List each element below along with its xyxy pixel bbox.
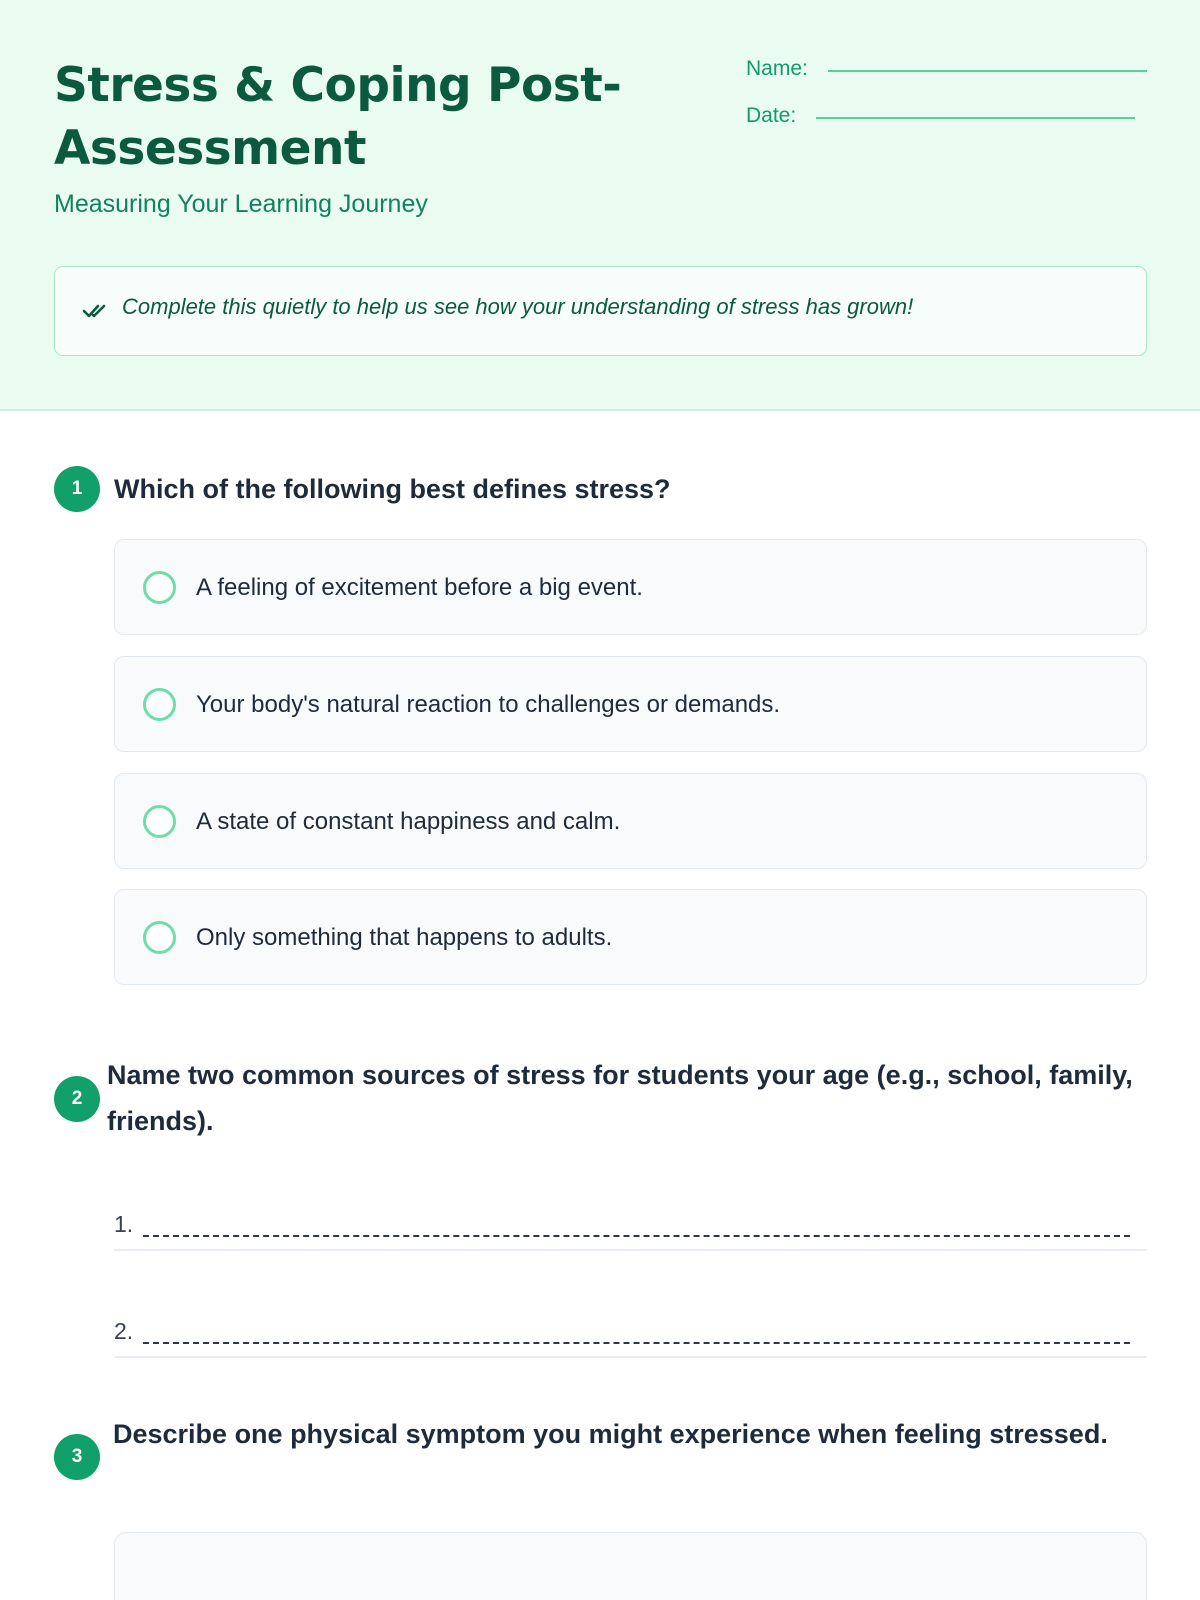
radio-button[interactable] — [143, 688, 176, 721]
radio-button[interactable] — [143, 571, 176, 604]
answer-blank[interactable] — [143, 1314, 1130, 1344]
question-number-badge: 2 — [54, 1076, 100, 1122]
name-field[interactable] — [828, 70, 1147, 72]
answer-option[interactable] — [114, 656, 1147, 752]
blank-number: 2. — [114, 1318, 134, 1344]
header — [0, 0, 1200, 411]
date-field[interactable] — [816, 117, 1135, 119]
question-number-badge: 3 — [54, 1434, 100, 1480]
question-text: Describe one physical symptom you might experience when feeling stressed. — [113, 1419, 1108, 1449]
question-text: Name two common sources of stress for students your age (e.g., school, family, friends). — [107, 1060, 1133, 1136]
notice-text: Complete this quietly to help us see how your understanding of stress has grown! — [122, 294, 914, 319]
date-label: Date: — [746, 104, 797, 127]
option-label: Only something that happens to adults. — [196, 924, 613, 951]
page-title: Stress & Coping Post-Assessment — [54, 58, 622, 176]
name-label: Name: — [746, 57, 808, 80]
option-label: Your body's natural reaction to challenges or demands. — [196, 691, 781, 718]
option-label: A feeling of excitement before a big event. — [196, 574, 643, 601]
question-text: Which of the following best defines stress? — [114, 474, 671, 504]
double-check-icon — [82, 298, 110, 322]
answer-textarea[interactable] — [114, 1532, 1147, 1600]
radio-button[interactable] — [143, 805, 176, 838]
answer-blank[interactable] — [143, 1207, 1130, 1237]
option-label: A state of constant happiness and calm. — [196, 808, 621, 835]
answer-blank-row — [114, 1207, 1147, 1251]
answer-option[interactable] — [114, 773, 1147, 869]
question-number-badge: 1 — [54, 466, 100, 512]
answer-blank-row — [114, 1314, 1147, 1358]
answer-option[interactable] — [114, 889, 1147, 985]
page-subtitle: Measuring Your Learning Journey — [54, 190, 428, 218]
answer-option[interactable] — [114, 539, 1147, 635]
radio-button[interactable] — [143, 921, 176, 954]
blank-number: 1. — [114, 1211, 134, 1237]
